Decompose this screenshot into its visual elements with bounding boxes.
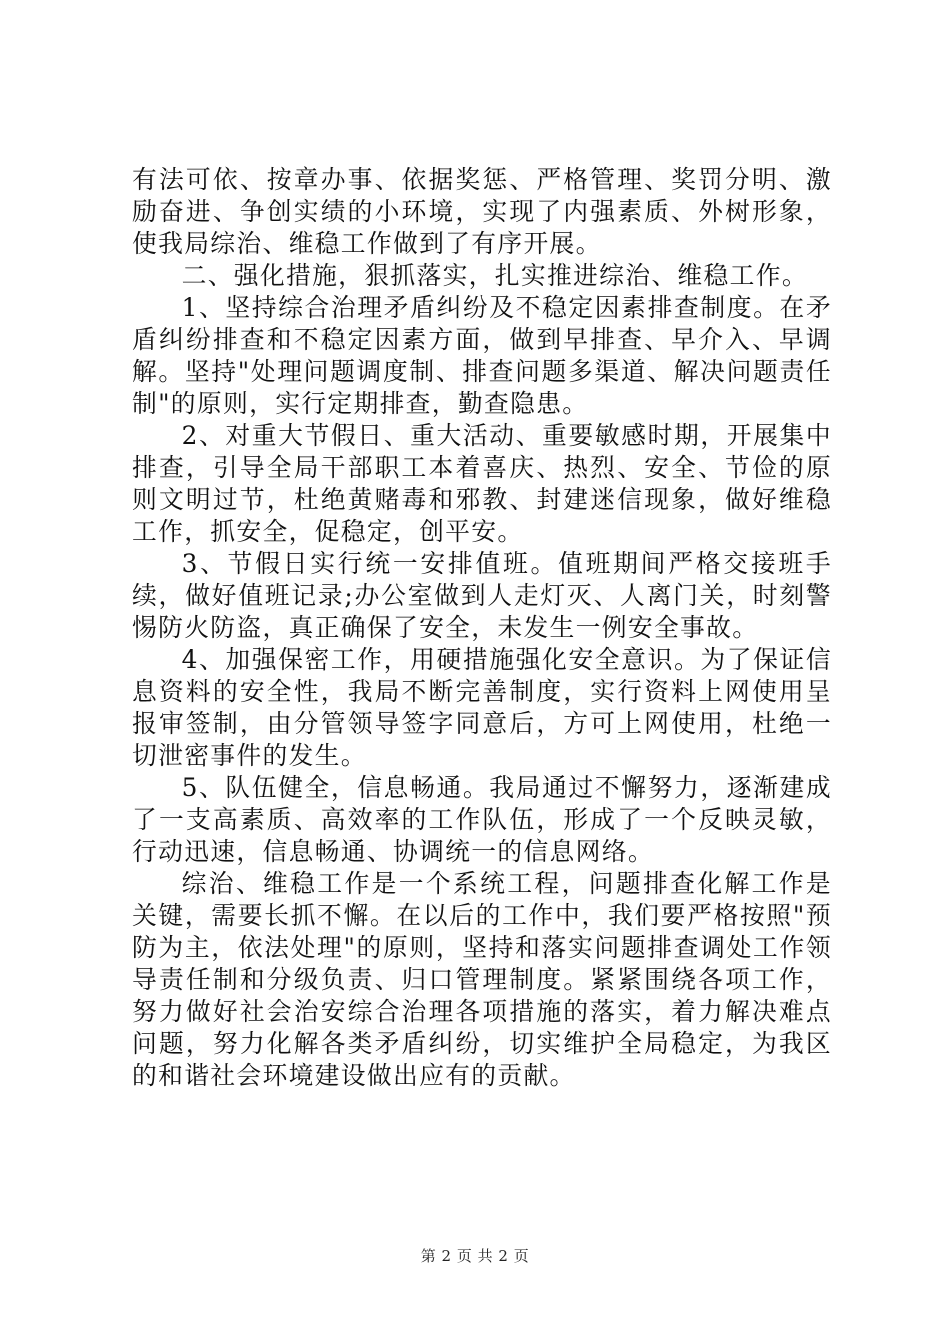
section-heading: 二、强化措施，狠抓落实，扎实推进综治、维稳工作。	[181, 261, 808, 290]
paragraph-item-5: 5、队伍健全，信息畅通。我局通过不懈努力，逐渐建成了一支高素质、高效率的工作队伍，形成了一个反映灵敏，行动迅速，信息畅通、协调统一的信息网络。	[132, 773, 832, 866]
paragraph-continuation: 有法可依、按章办事、依据奖惩、严格管理、奖罚分明、激励奋进、争创实绩的小环境，实现了内强素质、外树形象，使我局综治、维稳工作做到了有序开展。	[132, 165, 832, 258]
page-number-footer: 第 2 页 共 2 页	[420, 1247, 530, 1265]
document-body	[132, 164, 832, 1092]
paragraph-item-2: 2、对重大节假日、重大活动、重要敏感时期，开展集中排查，引导全局干部职工本着喜庆、热烈、安全、节俭的原则文明过节，杜绝黄赌毒和邪教、封建迷信现象，做好维稳工作，抓安全，促稳定，创平安。	[132, 421, 832, 546]
paragraph-item-1: 1、坚持综合治理矛盾纠纷及不稳定因素排查制度。在矛盾纠纷排查和不稳定因素方面，做到早排查、早介入、早调解。坚持"处理问题调度制、排查问题多渠道、解决问题责任制"的原则，实行定期排查，勤查隐患。	[132, 293, 832, 418]
paragraph-conclusion: 综治、维稳工作是一个系统工程，问题排查化解工作是关键，需要长抓不懈。在以后的工作中，我们要严格按照"预防为主，依法处理"的原则，坚持和落实问题排查调处工作领导责任制和分级负责、归口管理制度。紧紧围绕各项工作，努力做好社会治安综合治理各项措施的落实，着力解决难点问题，努力化解各类矛盾纠纷，切实维护全局稳定，为我区的和谐社会环境建设做出应有的贡献。	[132, 869, 832, 1090]
paragraph-item-4: 4、加强保密工作，用硬措施强化安全意识。为了保证信息资料的安全性，我局不断完善制度，实行资料上网使用呈报审签制，由分管领导签字同意后，方可上网使用，杜绝一切泄密事件的发生。	[132, 645, 832, 770]
paragraph-item-3: 3、节假日实行统一安排值班。值班期间严格交接班手续，做好值班记录;办公室做到人走灯灭、人离门关，时刻警惕防火防盗，真正确保了安全，未发生一例安全事故。	[132, 549, 832, 642]
